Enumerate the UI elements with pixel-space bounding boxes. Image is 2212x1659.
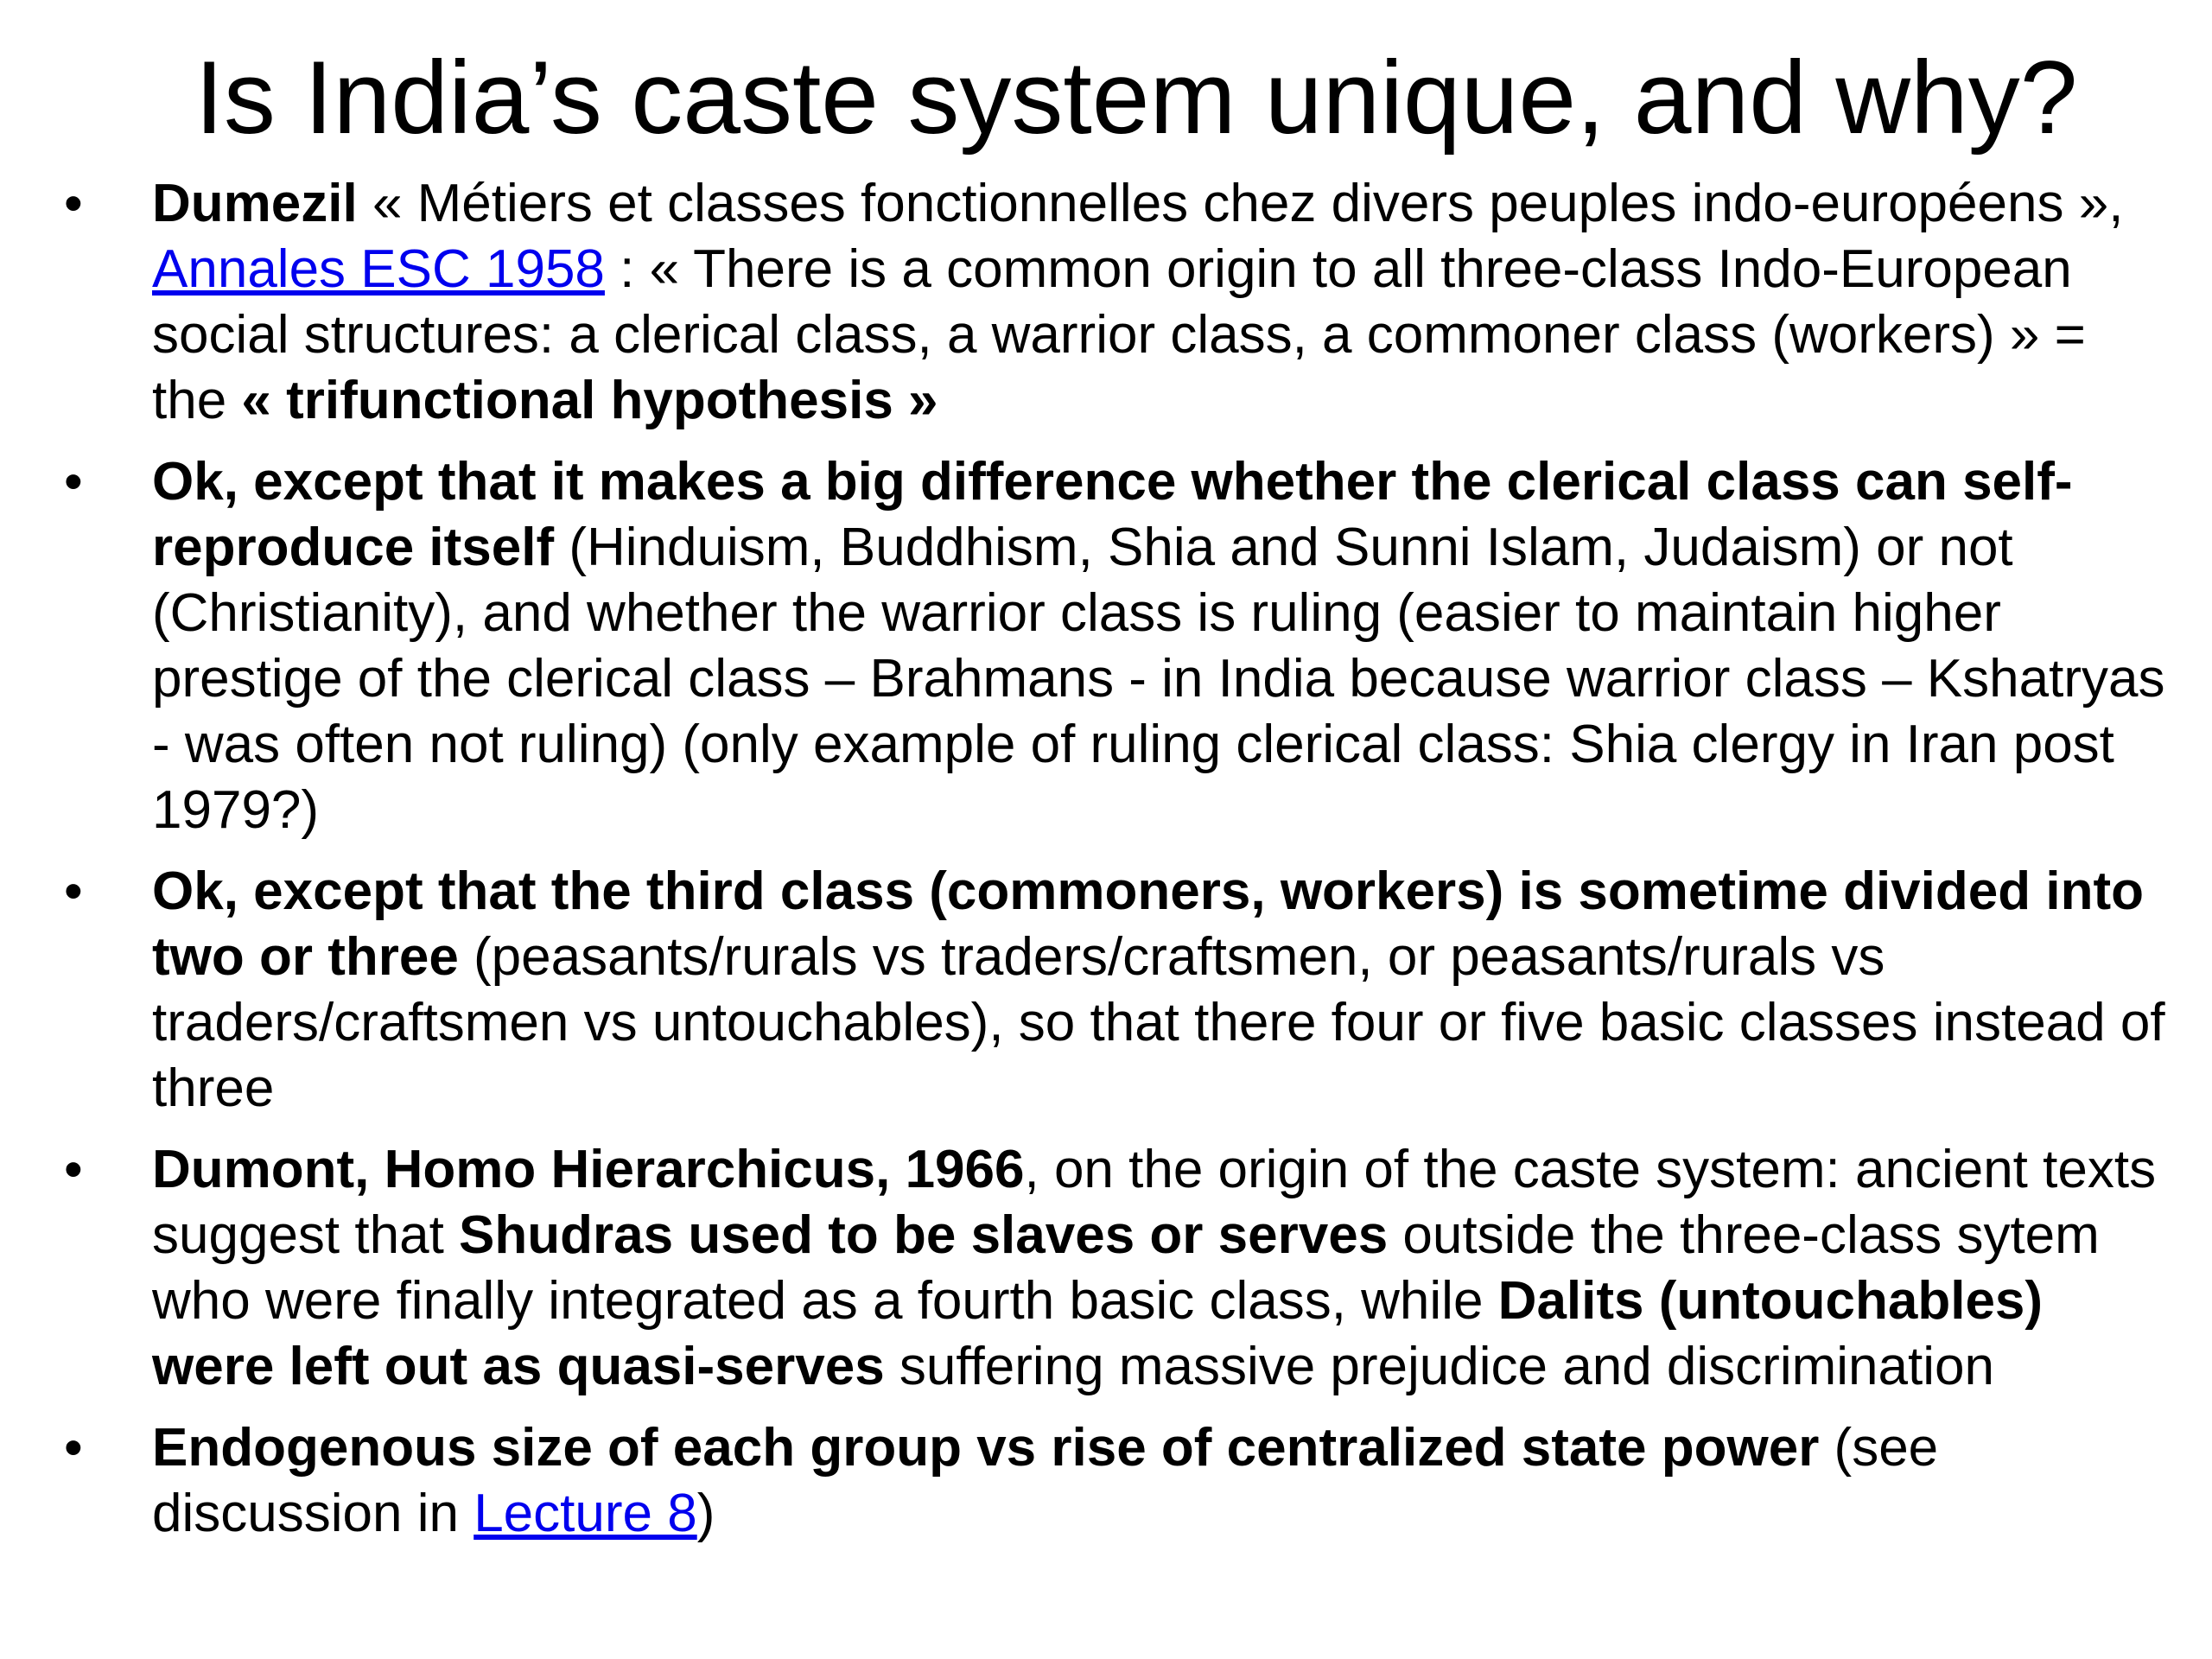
bullet-dot-icon: • — [64, 174, 83, 233]
bullet-text — [152, 1140, 2156, 1396]
bullet-bold-text: Shudras used to be slaves or serves — [459, 1205, 1389, 1265]
bullet-plain-text: suffering massive prejudice and discrimination — [884, 1337, 1994, 1396]
bullet-text — [152, 1418, 1938, 1543]
bullet-bold-text: Dumezil — [152, 174, 358, 233]
bullet-bold-text: « trifunctional hypothesis » — [241, 371, 938, 430]
bullet-plain-text: (see discussion in — [152, 1418, 1939, 1543]
bullet-dot-icon: • — [64, 452, 83, 512]
bullet-plain-text: ) — [696, 1484, 715, 1543]
bullet-bold-text: Dumont, Homo Hierarchicus, 1966 — [152, 1140, 1025, 1199]
bullet-plain-text: (Hinduism, Buddhism, Shia and Sunni Islam, Judaism) or not (Christianity), and whether the warrior class is ruling (easier to maintain higher prestige of the clerical class – Brahmans - in India because warrior class – Kshatryas - was often not ruling) (only example of ruling clerical class: Shia clergy in Iran post 1979?) — [152, 518, 2165, 840]
bullet-text — [152, 861, 2165, 1118]
bullet-item-endogenous-size — [60, 1415, 2169, 1547]
bullet-dot-icon: • — [64, 1418, 83, 1478]
bullet-dot-icon: • — [64, 1140, 83, 1199]
bullet-text — [152, 452, 2164, 840]
bullet-plain-text: « Métiers et classes fonctionnelles chez divers peuples indo-européens », — [357, 174, 2124, 233]
lecture-8-link[interactable]: Lecture 8 — [474, 1484, 697, 1543]
bullet-dot-icon: • — [64, 861, 83, 921]
annales-esc-link[interactable]: Annales ESC 1958 — [152, 239, 605, 299]
bullet-item-clerical-class — [60, 449, 2169, 843]
bullet-bold-text: Ok, except that it makes a big difference whether the clerical class can self-reproduce itself — [152, 452, 2073, 577]
bullet-item-dumont — [60, 1137, 2169, 1400]
bullet-bold-text: Endogenous size of each group vs rise of centralized state power — [152, 1418, 1820, 1478]
bullet-plain-text: outside the three-class sytem who were finally integrated as a fourth basic class, while — [152, 1205, 2100, 1331]
bullet-plain-text: , on the origin of the caste system: ancient texts suggest that — [152, 1140, 2157, 1265]
bullet-list — [60, 171, 2169, 1562]
bullet-item-third-class — [60, 859, 2169, 1122]
bullet-item-dumezil — [60, 171, 2169, 434]
bullet-plain-text: : « There is a common origin to all three-class Indo-European social structures: a clerical class, a warrior class, a commoner class (workers) » = the — [152, 239, 2086, 430]
bullet-plain-text: (peasants/rurals vs traders/craftsmen, or peasants/rurals vs traders/craftsmen vs untouchables), so that there four or five basic classes instead of three — [152, 927, 2165, 1118]
bullet-bold-text: Ok, except that the third class (commoners, workers) is sometime divided into two or three — [152, 861, 2144, 987]
bullet-bold-text: Dalits (untouchables) were left out as quasi-serves — [152, 1271, 2044, 1396]
slide-title: Is India’s caste system unique, and why? — [194, 40, 2078, 156]
bullet-text — [152, 174, 2123, 430]
